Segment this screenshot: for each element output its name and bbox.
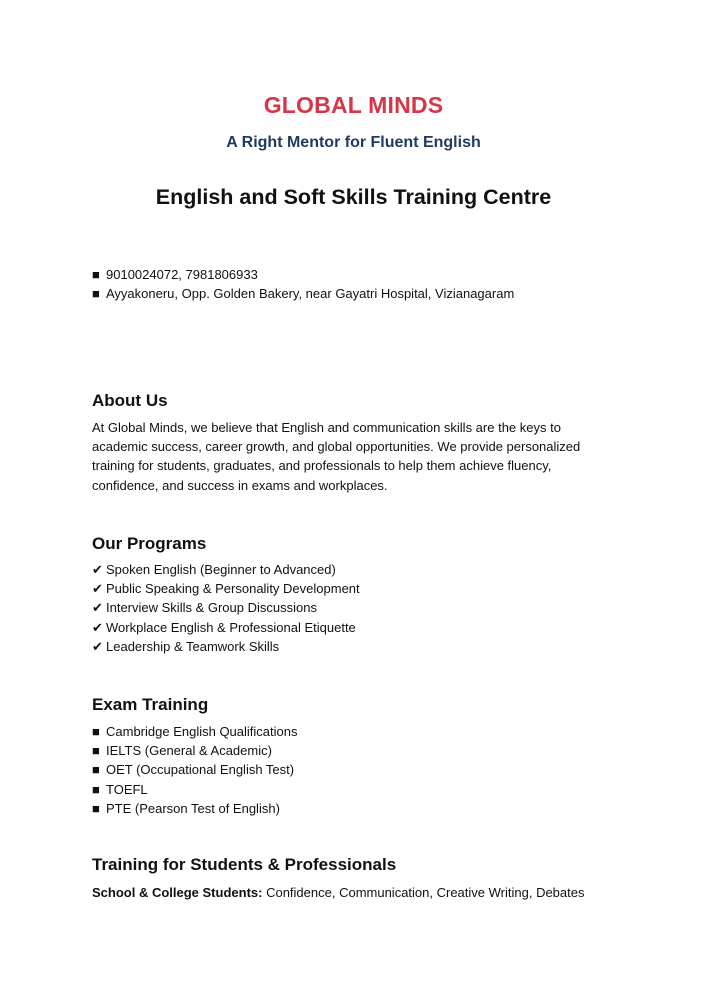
check-icon: ✔ [92,562,103,577]
exam-item [92,799,612,818]
programs-heading: Our Programs [92,534,207,553]
exam-section [92,695,612,818]
exam-item-label: Cambridge English Qualifications [106,724,298,739]
program-item-label: Workplace English & Professional Etiquette [106,619,356,635]
square-bullet-icon: ■ [92,762,100,778]
square-bullet-icon: ■ [92,781,100,797]
check-icon: ✔ [92,581,103,597]
exam-item [92,760,612,779]
exam-item-label: OET (Occupational English Test) [106,762,295,778]
students-text: Confidence, Communication, Creative Writing, Debates [262,885,585,900]
program-item-label: Public Speaking & Personality Development [106,581,360,597]
square-bullet-icon: ■ [92,724,100,739]
square-bullet-icon: ■ [92,286,100,302]
contact-phone [92,265,612,284]
students-label: School & College Students: [92,885,263,900]
square-bullet-icon: ■ [92,267,100,282]
contact-info [92,265,612,303]
about-section [92,391,612,495]
about-heading: About Us [92,391,168,410]
program-item [92,560,612,579]
exam-item [92,780,612,799]
about-line: academic success, career growth, and global opportunities. We provide personalized [92,439,581,455]
address-text: Ayyakoneru, Opp. Golden Bakery, near Gayatri Hospital, Vizianagaram [106,286,515,302]
program-item [92,579,612,598]
exam-item [92,741,612,760]
centre-title: English and Soft Skills Training Centre [155,185,552,209]
check-icon: ✔ [92,638,103,654]
check-icon: ✔ [92,619,103,635]
about-line: confidence, and success in exams and workplaces. [92,477,388,493]
program-item-label: Interview Skills & Group Discussions [106,600,317,616]
program-item [92,598,612,617]
programs-section [92,534,612,656]
exam-heading: Exam Training [92,695,209,714]
training-section [92,855,612,902]
exam-item-label: IELTS (General & Academic) [106,743,272,759]
program-item [92,618,612,637]
brand-title: GLOBAL MINDS [263,92,444,118]
about-line: training for students, graduates, and professionals to help them achieve fluency, [92,458,552,474]
square-bullet-icon: ■ [92,743,100,759]
square-bullet-icon: ■ [92,800,100,816]
program-item-label: Leadership & Teamwork Skills [106,638,280,654]
exam-item [92,722,612,741]
tagline: A Right Mentor for Fluent English [226,134,481,151]
contact-address [92,284,612,303]
exam-item-label: TOEFL [106,781,148,797]
training-heading: Training for Students & Professionals [92,855,397,874]
program-item [92,637,612,656]
students-line [92,883,612,902]
phone-numbers: 9010024072, 7981806933 [106,267,258,282]
about-line: At Global Minds, we believe that English and communication skills are the keys to [92,420,561,435]
check-icon: ✔ [92,600,103,616]
program-item-label: Spoken English (Beginner to Advanced) [106,562,336,577]
exam-item-label: PTE (Pearson Test of English) [106,800,280,816]
